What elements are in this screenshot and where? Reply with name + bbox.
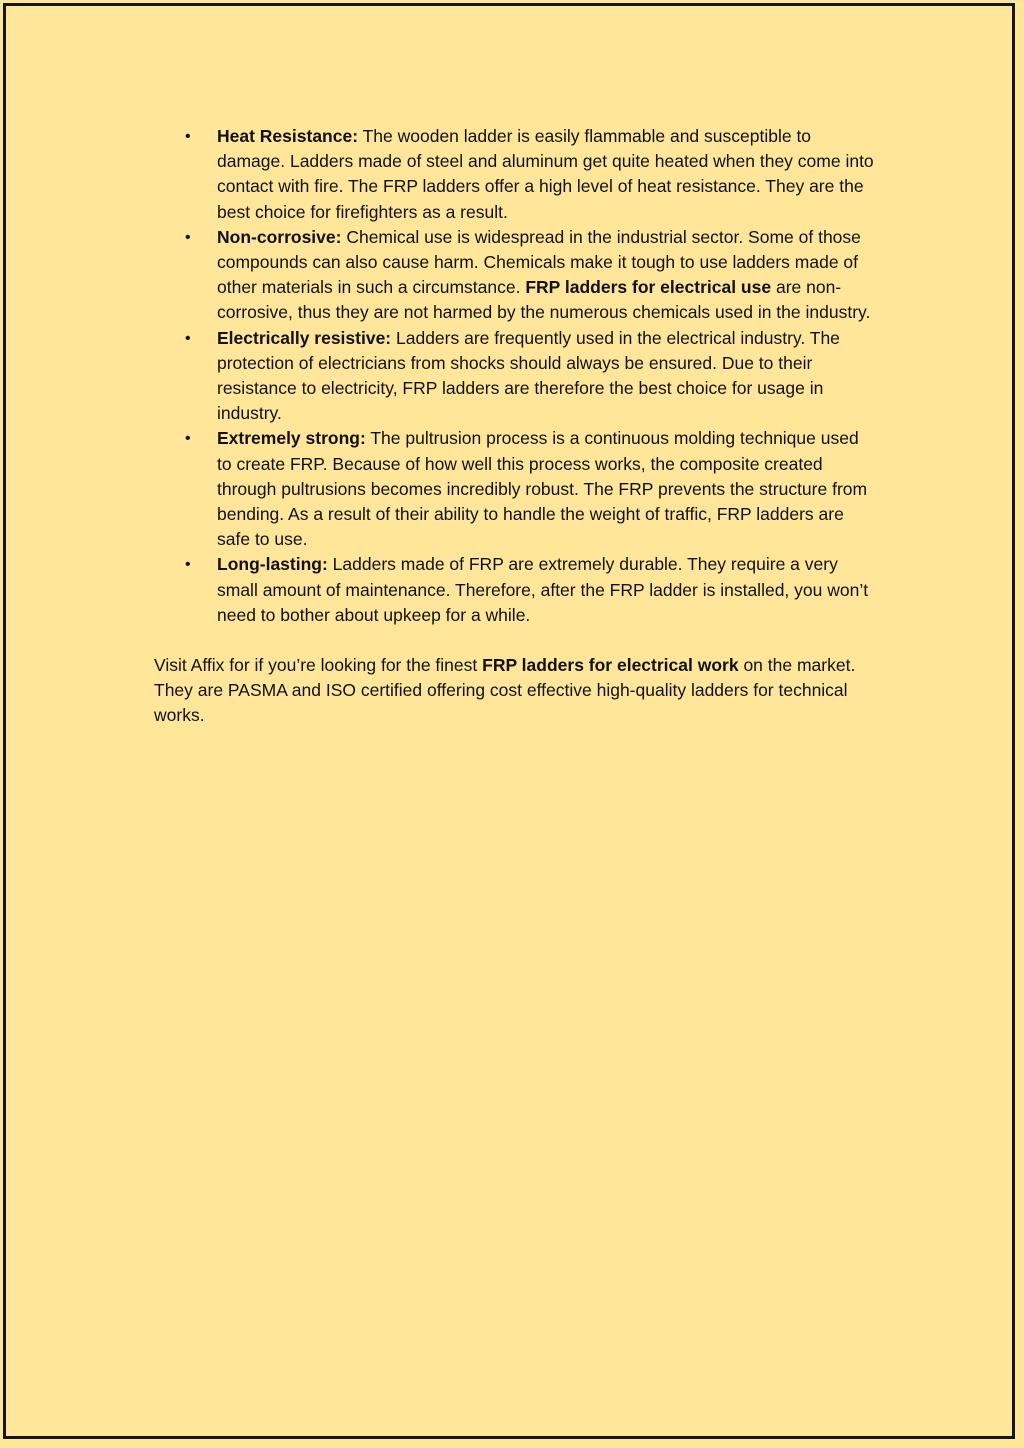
list-item-non-corrosive	[154, 225, 876, 326]
bullet-heading: Extremely strong:	[217, 428, 366, 449]
closing-emphasis: FRP ladders for electrical work	[482, 655, 739, 676]
bullet-heading: Heat Resistance:	[217, 126, 359, 146]
bullet-text: Chemical use is widespread in the industrial sector. Some of those compounds can also cause harm. Chemicals make it tough to use ladders made of other materials in such a circumstance.	[217, 226, 861, 298]
list-item-electrically-resistive	[154, 326, 876, 427]
bullet-icon: •	[185, 128, 191, 145]
bullet-emphasis: FRP ladders for electrical use	[525, 277, 772, 298]
feature-list	[154, 124, 876, 628]
bullet-text: Ladders are frequently used in the electrical industry. The protection of electricians from shocks should always be ensured. Due to their resistance to electricity, FRP ladders are therefore the best choice for usage in industry.	[217, 327, 840, 424]
document-body	[154, 124, 876, 729]
closing-text: on the market. They are PASMA and ISO certified offering cost effective high-quality ladders for technical works.	[154, 655, 856, 726]
closing-paragraph	[154, 653, 876, 729]
closing-text: Visit Affix for if you’re looking for the finest	[154, 655, 483, 676]
bullet-heading: Non-corrosive:	[217, 226, 342, 247]
list-item-long-lasting	[154, 552, 876, 628]
list-item-heat-resistance	[154, 124, 876, 225]
bullet-text: Ladders made of FRP are extremely durable. They require a very small amount of maintenance. Therefore, after the FRP ladder is installed, you won’t need to bother about upkeep for a while.	[217, 554, 869, 625]
bullet-heading: Electrically resistive:	[217, 327, 392, 348]
bullet-icon: •	[185, 556, 191, 574]
bullet-icon: •	[185, 228, 191, 246]
bullet-heading: Long-lasting:	[217, 554, 328, 575]
bullet-text: The pultrusion process is a continuous molding technique used to create FRP. Because of how well this process works, the composite created through pultrusions becomes incredibly robust. The FRP prevents the structure from bending. As a result of their ability to handle the weight of traffic, FRP ladders are safe to use.	[217, 428, 868, 550]
bullet-text: are non-corrosive, thus they are not harmed by the numerous chemicals used in the industry.	[217, 277, 871, 323]
bullet-icon: •	[185, 329, 191, 347]
bullet-icon: •	[185, 430, 191, 448]
bullet-text: The wooden ladder is easily flammable and susceptible to damage. Ladders made of steel and aluminum get quite heated when they come into contact with fire. The FRP ladders offer a high level of heat resistance. They are the best choice for firefighters as a result.	[217, 126, 874, 222]
list-item-extremely-strong	[154, 426, 876, 552]
